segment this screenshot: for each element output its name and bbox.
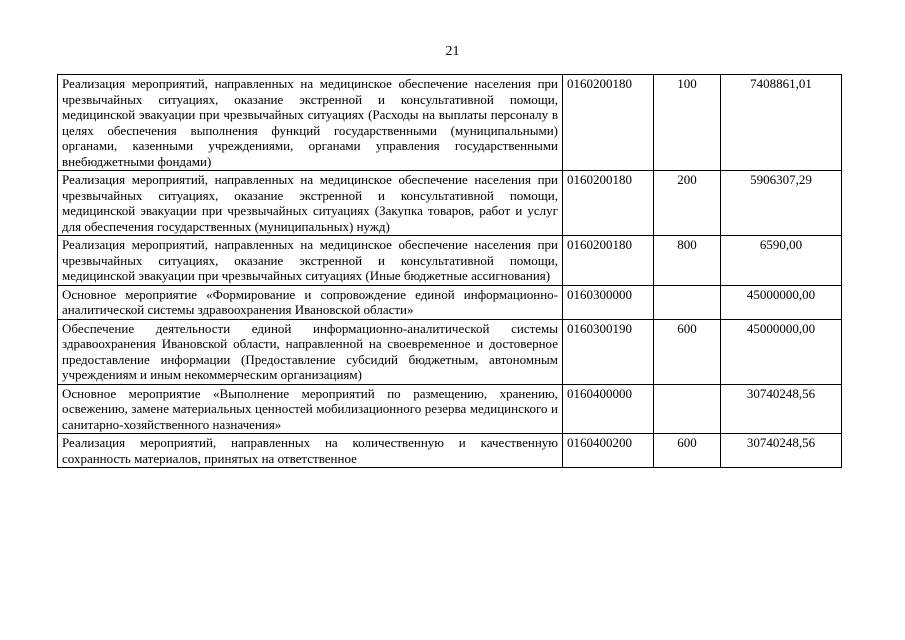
- expense-name-cell: Реализация мероприятий, направленных на медицинское обеспечение населения при чрезвычайных ситуациях, оказание экстренной и консультативной помощи, медицинской эвакуации при чрезвычайных ситуациях (Расходы на выплаты персоналу в целях обеспечения выполнения функций государственными (муниципальными) органами, казенными учреждениями, органами управления государственными внебюджетными фондами): [58, 75, 563, 171]
- expense-type-cell: 600: [654, 434, 721, 468]
- target-article-cell: 0160400200: [563, 434, 654, 468]
- table-row: [58, 434, 842, 468]
- table-row: [58, 384, 842, 434]
- expense-name-cell: Реализация мероприятий, направленных на медицинское обеспечение населения при чрезвычайных ситуациях, оказание экстренной и консультативной помощи, медицинской эвакуации при чрезвычайных ситуациях (Иные бюджетные ассигнования): [58, 236, 563, 286]
- table-row: [58, 75, 842, 171]
- amount-cell: 45000000,00: [721, 285, 842, 319]
- expense-name-cell: Обеспечение деятельности единой информационно-аналитической системы здравоохранения Ивановской области, направленной на своевременное и достоверное предоставление информации (Предоставление субсидий бюджетным, автономным учреждениям и иным некоммерческим организациям): [58, 319, 563, 384]
- page-number: 21: [445, 44, 460, 59]
- amount-cell: 30740248,56: [721, 384, 842, 434]
- table-row: [58, 171, 842, 236]
- expense-name-cell: Реализация мероприятий, направленных на количественную и качественную сохранность материалов, принятых на ответственное: [58, 434, 563, 468]
- target-article-cell: 0160200180: [563, 236, 654, 286]
- target-article-cell: 0160300190: [563, 319, 654, 384]
- amount-cell: 7408861,01: [721, 75, 842, 171]
- expense-type-cell: 800: [654, 236, 721, 286]
- budget-table: [57, 74, 842, 468]
- expense-type-cell: 100: [654, 75, 721, 171]
- expense-name-cell: Основное мероприятие «Выполнение мероприятий по размещению, хранению, освежению, замене материальных ценностей мобилизационного резерва медицинского и санитарно-хозяйственного назначения»: [58, 384, 563, 434]
- target-article-cell: 0160400000: [563, 384, 654, 434]
- target-article-cell: 0160300000: [563, 285, 654, 319]
- table-row: [58, 285, 842, 319]
- expense-type-cell: 600: [654, 319, 721, 384]
- expense-type-cell: 200: [654, 171, 721, 236]
- table-row: [58, 319, 842, 384]
- expense-type-cell: [654, 285, 721, 319]
- amount-cell: 30740248,56: [721, 434, 842, 468]
- target-article-cell: 0160200180: [563, 171, 654, 236]
- expense-name-cell: Основное мероприятие «Формирование и сопровождение единой информационно-аналитической системы здравоохранения Ивановской области»: [58, 285, 563, 319]
- target-article-cell: 0160200180: [563, 75, 654, 171]
- table-row: [58, 236, 842, 286]
- expense-name-cell: Реализация мероприятий, направленных на медицинское обеспечение населения при чрезвычайных ситуациях, оказание экстренной и консультативной помощи, медицинской эвакуации при чрезвычайных ситуациях (Закупка товаров, работ и услуг для обеспечения государственных (муниципальных) нужд): [58, 171, 563, 236]
- expense-type-cell: [654, 384, 721, 434]
- amount-cell: 45000000,00: [721, 319, 842, 384]
- amount-cell: 6590,00: [721, 236, 842, 286]
- amount-cell: 5906307,29: [721, 171, 842, 236]
